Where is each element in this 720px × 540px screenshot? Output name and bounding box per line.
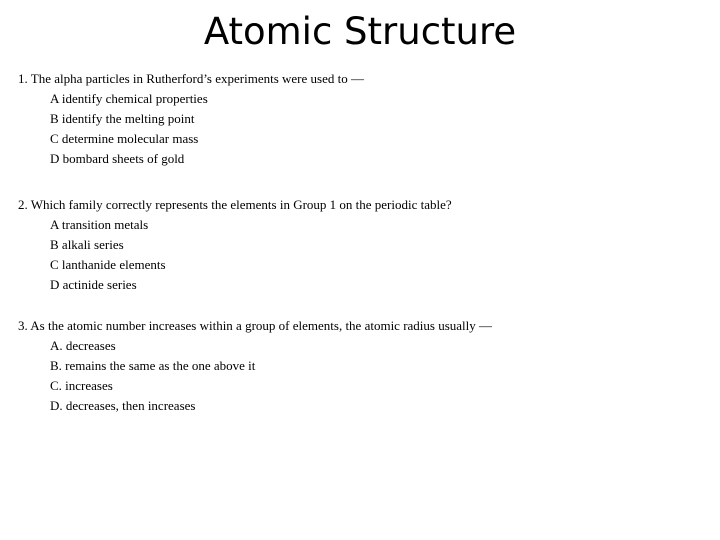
question-1	[18, 69, 698, 169]
answer-choices	[18, 336, 698, 416]
answer-choice-b: B. remains the same as the one above it	[50, 358, 256, 373]
answer-choice-d: D actinide series	[50, 277, 137, 292]
answer-choice-c: C determine molecular mass	[50, 131, 199, 146]
answer-choice-a: A transition metals	[50, 217, 149, 232]
answer-choice-c: C. increases	[50, 378, 113, 393]
question-stem: 2. Which family correctly represents the elements in Group 1 on the periodic table?	[18, 197, 452, 212]
answer-choice-d: D bombard sheets of gold	[50, 151, 185, 166]
answer-choice-a: A identify chemical properties	[50, 91, 208, 106]
slide-title: Atomic Structure	[203, 10, 517, 53]
answer-choices	[18, 89, 698, 169]
answer-choices	[18, 215, 698, 295]
answer-choice-d: D. decreases, then increases	[50, 398, 196, 413]
answer-choice-a: A. decreases	[50, 338, 116, 353]
answer-choice-b: B alkali series	[50, 237, 124, 252]
answer-choice-b: B identify the melting point	[50, 111, 195, 126]
question-stem: 3. As the atomic number increases within a group of elements, the atomic radius usually —	[18, 318, 493, 333]
question-stem: 1. The alpha particles in Rutherford’s experiments were used to —	[18, 71, 364, 86]
answer-choice-c: C lanthanide elements	[50, 257, 166, 272]
question-3	[18, 316, 698, 416]
question-2	[18, 195, 698, 295]
